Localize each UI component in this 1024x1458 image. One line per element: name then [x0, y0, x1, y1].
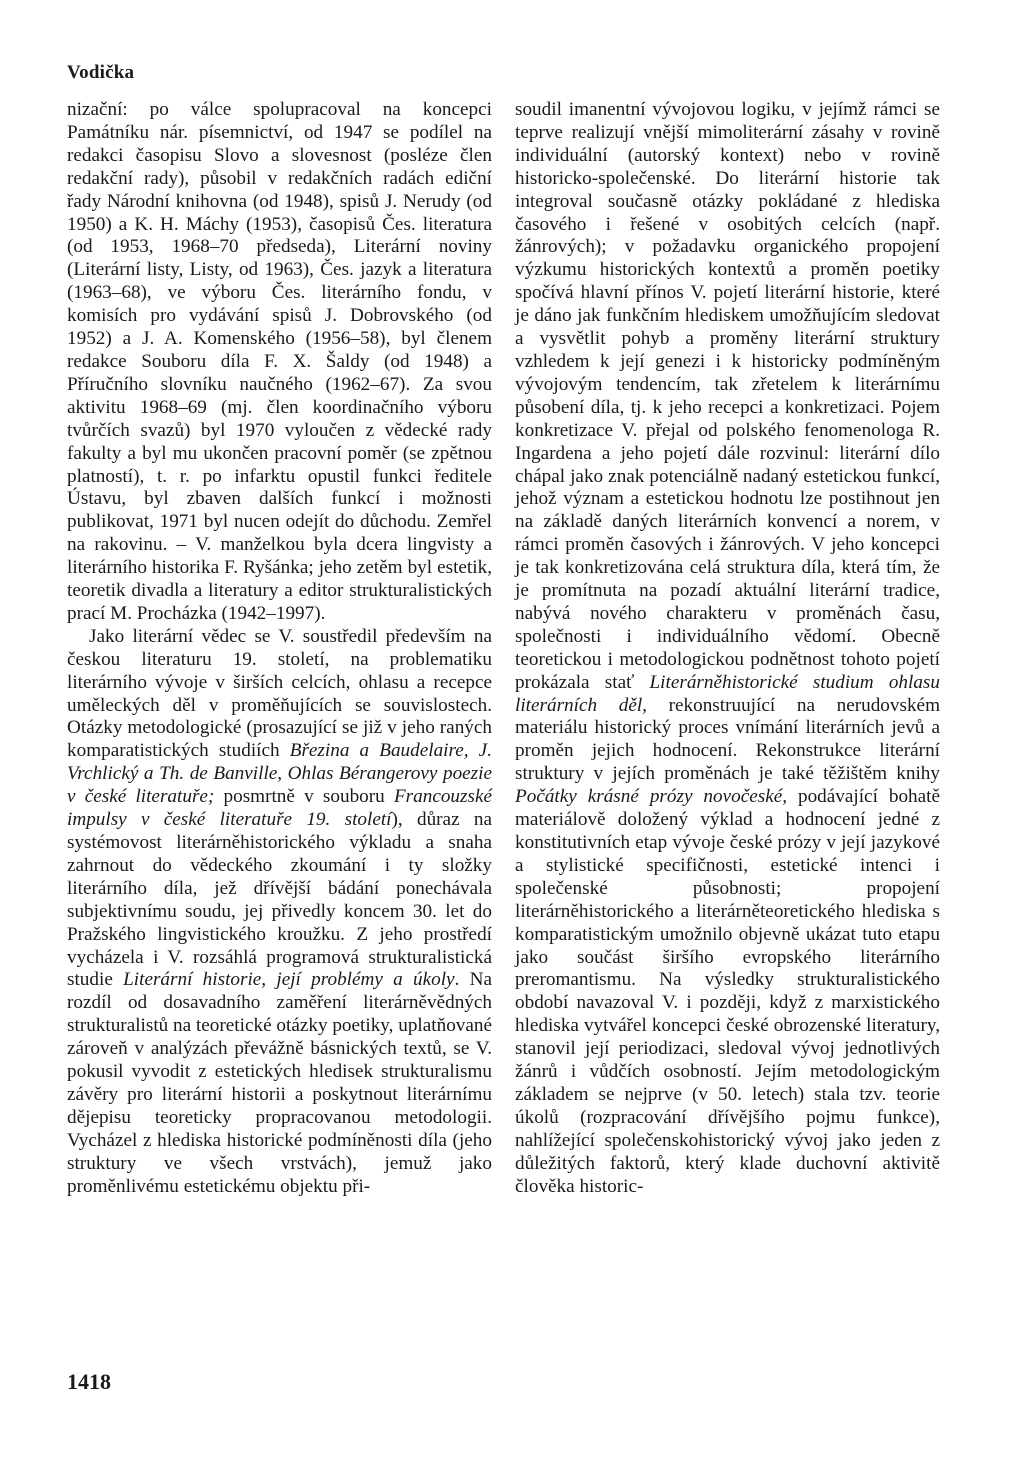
text-run: soudil imanentní vývojovou logiku, v jejímž rámci se teprve realizují vnější mimoliterární zásahy v rovině individuální (autorský kontext) nebo v rovině historicko-společenské. Do literární historie tak integroval současně otázky pokládané z hlediska časového i řešené v osobitých celcích (např. žánrových); v požadavku organického propojení výzkumu historických kontextů a proměn poetiky spočívá hlavní přínos V. pojetí literární historie, které je dáno jak funkčním hlediskem umožňujícím sledovat a vysvětlit pohyb a proměny literární struktury vzhledem k její genezi i k historicky podmíněným vývojovým tendencím, tak zřetelem k literárnímu působení díla, tj. k jeho recepci a konkretizaci. Pojem konkretizace V. přejal od polského fenomenologa R. Ingardena a jeho pojetí dále rozvinul: literární dílo chápal jako znak potenciálně nadaný estetickou funkcí, jehož význam a estetickou hodnotu lze postihnout jen na základě daných literárních konvencí a norem, v rámci proměn časových i žánrových. V jeho koncepci je tak konkretizována celá struktura díla, která tím, že je promítnuta na pozadí aktuální literární tradice, nabývá nového charakteru v proměnách času, společnosti i individuálního vědomí. Obecně teoretickou i metodologickou podnětnost tohoto pojetí prokázala stať — [515, 99, 940, 693]
italic-title: Březina a Baudelaire, J. Vrchlický a Th. de Banville, Ohlas Bérangerovy poezie v české literatuře; — [67, 740, 492, 808]
italic-title: Francouzské impulsy v české literatuře 19. století — [67, 786, 492, 831]
text-run: ), důraz na systémovost literárněhistorického výkladu a snaha zahrnout do vědeckého zkoumání i ty složky literárního díla, jež dřívější bádání ponechávala subjektivnímu soudu, jej přivedly koncem 30. let do Pražského lingvistického kroužku. Z jeho prostředí vycházela i V. rozsáhlá programová strukturalistická studie — [67, 809, 492, 991]
paragraph-continued: nizační: po válce spolupracoval na koncepci Památníku nár. písemnictví, od 1947 se podílel na redakci časopisu Slovo a slovesnost (posléze člen redakční rady), působil v redakčních radách ediční řady Národní knihovna (od 1948), spisů J. Nerudy (od 1950) a K. H. Máchy (1953), časopisů Čes. literatura (od 1953, 1968–70 předseda), Literární noviny (Literární listy, Listy, od 1963), Čes. jazyk a literatura (1963–68), ve výboru Čes. literárního fondu, v komisích pro vydávání spisů J. Dobrovského (od 1952) a J. A. Komenského (1956–58), byl členem redakce Souboru díla F. X. Šaldy (od 1948) a Příručního slovníku naučného (1962–67). Za svou aktivitu 1968–69 (mj. člen koordinačního výboru tvůrčích svazů) byl 1970 vyloučen z vědecké rady fakulty a byl mu ukončen pracovní poměr (se zpětnou platností), t. r. po infarktu opustil funkci ředitele Ústavu, byl zbaven dalších funkcí i možnosti publikovat, 1971 byl nucen odejít do důchodu. Zemřel na rakovinu. – V. manželkou byla dcera lingvisty a literárního historika F. Ryšánka; jeho zetěm byl estetik, teoretik divadla a literatury a editor strukturalistických prací M. Procházka (1942–1997). — [67, 99, 492, 624]
text-run: podávající bohatě materiálově doložený výklad a hodnocení jedné z konstitutivních etap vývoje české prózy v její jazykové a stylistické specifičnosti, estetické intenci i společenské působnosti; propojení literárněhistorického a literárněteoretického hlediska s komparatistickým umožnilo objevně ukázat tuto etapu jako součást širšího evropského literárního preromantismu. Na výsledky strukturalistického období navazoval V. i později, když z marxistického hlediska vytvářel koncepci české obrozenské literatury, stanovil její periodizaci, sledoval vývoj jednotlivých žánrů i vůdčích osobností. Jejím metodologickým základem se nejprve (v 50. letech) stala tzv. teorie úkolů (rozpracování dřívějšího pojmu funkce), nahlížející společenskohistorický vývoj jako jeden z důležitých faktorů, který klade duchovní aktivitě člověka historic- — [515, 786, 940, 1197]
paragraph-literary-scholar — [67, 626, 492, 1199]
right-column — [515, 99, 940, 1199]
text-run: . Na rozdíl od dosavadního zaměření literárněvědných strukturalistů na teoretické otázky poetiky, uplatňované zároveň v analýzách převážně básnických textů, se V. pokusil vyvodit z estetických hledisek strukturalismu závěry pro literární historii a poskytnout literárnímu dějepisu teoreticky propracovanou metodologii. Vycházel z hlediska historické podmíněnosti díla (jeho struktury ve všech vrstvách), jemuž jako proměnlivému estetickému objektu při- — [67, 969, 493, 1197]
italic-title: Literární historie, její problémy a úkoly — [123, 969, 455, 991]
running-head: Vodička — [67, 62, 135, 83]
paragraph-continued — [515, 99, 940, 1199]
left-column — [67, 99, 492, 1199]
text-run: rekonstruující na nerudovském materiálu historický proces vnímání literárních jevů a proměn jejich hodnocení. Rekonstrukce literární struktury v jejích proměnách je také těžištěm knihy — [515, 694, 940, 785]
text-run: Jako literární vědec se V. soustředil především na českou literaturu 19. století, na problematiku literárního vývoje v širších celcích, ohlasu a recepce uměleckých děl v proměňujících se souvislostech. Otázky metodologické (prosazující se již v jeho raných komparatistických studiích — [67, 625, 492, 762]
italic-title: Literárněhistorické studium ohlasu literárních děl, — [515, 671, 940, 716]
italic-title: Počátky krásné prózy novočeské, — [515, 786, 788, 808]
text-run: posmrtně v souboru — [214, 786, 394, 808]
page-number: 1418 — [67, 1369, 111, 1394]
